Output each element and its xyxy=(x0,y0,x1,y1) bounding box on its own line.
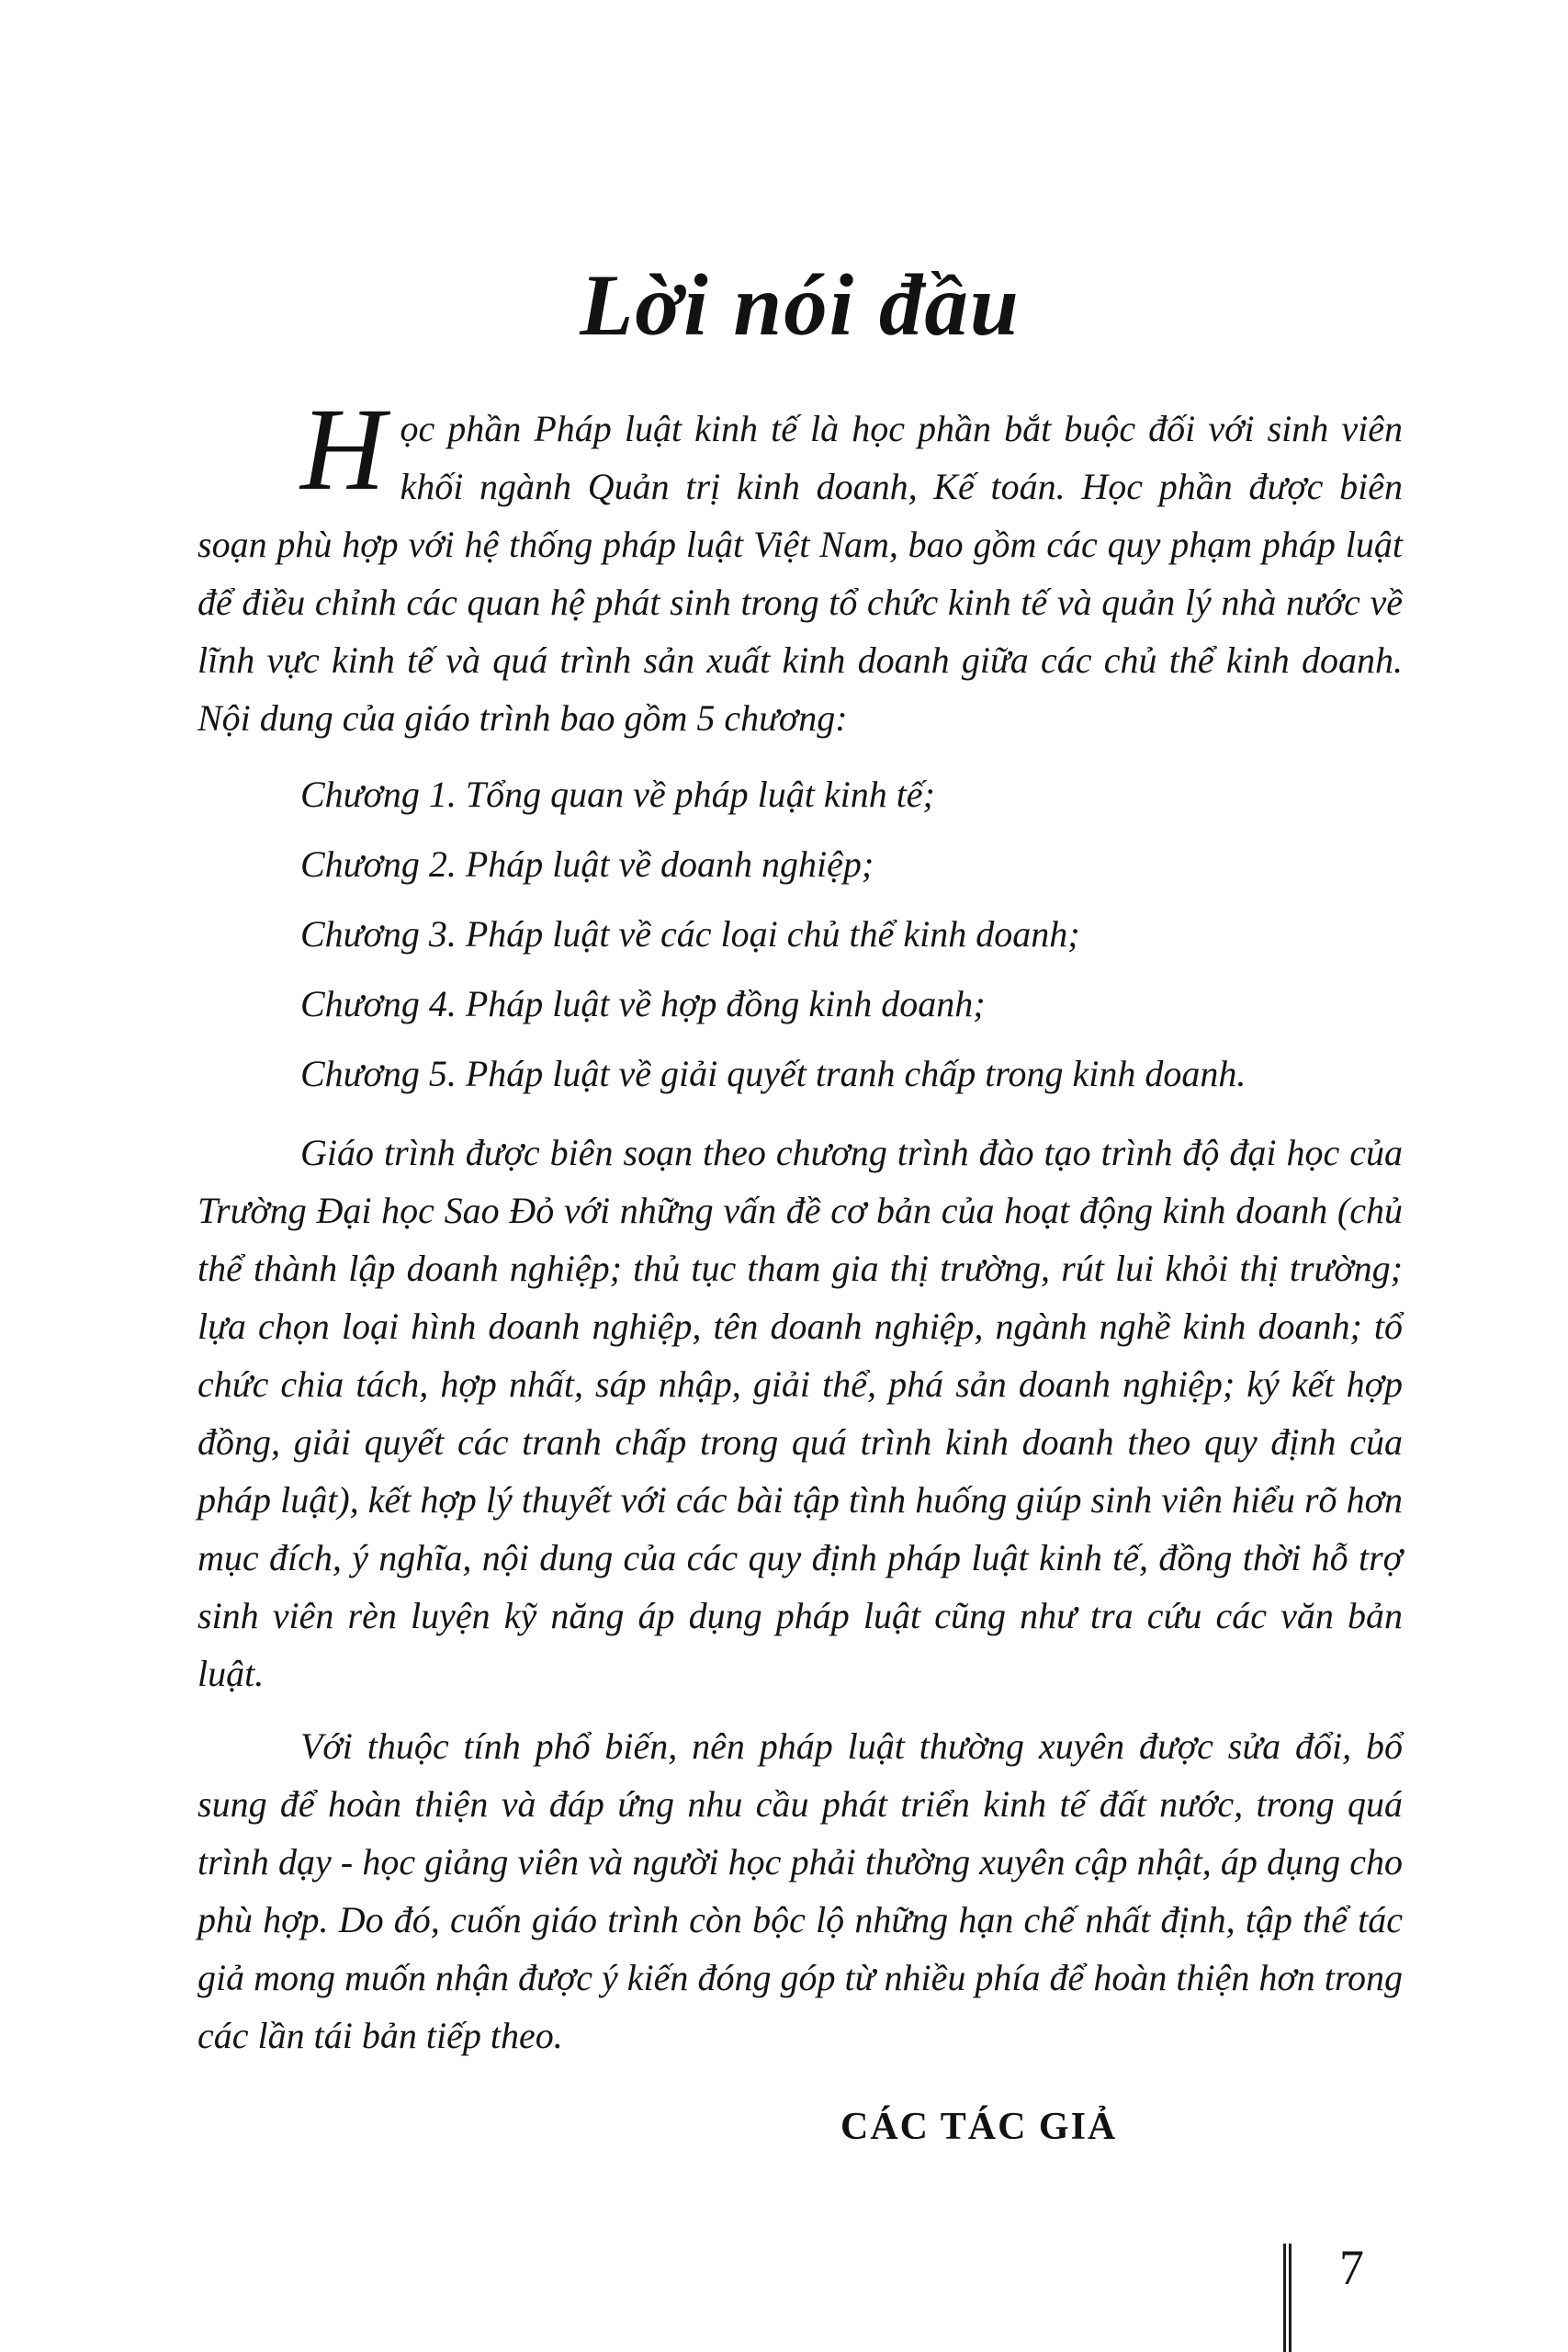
chapter-list xyxy=(197,760,1403,1109)
dropcap-letter: H xyxy=(300,383,386,514)
page-number: 7 xyxy=(1339,2240,1364,2295)
paragraph-intro-text: ọc phần Pháp luật kinh tế là học phần bắt buộc đối với sinh viên khối ngành Quản trị kinh doanh, Kế toán. Học phần được biên soạn phù hợp với hệ thống pháp luật Việt Nam, bao gồm các quy phạm pháp luật để điều chỉnh các quan hệ phát sinh trong tổ chức kinh tế và quản lý nhà nước về lĩnh vực kinh tế và quá trình sản xuất kinh doanh giữa các chủ thể kinh doanh. Nội dung của giáo trình bao gồm 5 chương: xyxy=(197,407,1403,739)
authors-signature: CÁC TÁC GIẢ xyxy=(840,2105,1118,2148)
page-content xyxy=(197,0,1403,2149)
chapter-item-1: Chương 1. Tổng quan về pháp luật kinh tế; xyxy=(300,773,935,815)
chapter-item-2: Chương 2. Pháp luật về doanh nghiệp; xyxy=(300,842,874,885)
chapter-item-3: Chương 3. Pháp luật về các loại chủ thể kinh doanh; xyxy=(300,912,1080,955)
page-title: Lời nói đầu xyxy=(580,256,1021,354)
paragraph-about: Giáo trình được biên soạn theo chương trình đào tạo trình độ đại học của Trường Đại học Sao Đỏ với những vấn đề cơ bản của hoạt động kinh doanh (chủ thể thành lập doanh nghiệp; thủ tục tham gia thị trường, rút lui khỏi thị trường; lựa chọn loại hình doanh nghiệp, tên doanh nghiệp, ngành nghề kinh doanh; tổ chức chia tách, hợp nhất, sáp nhập, giải thể, phá sản doanh nghiệp; ký kết hợp đồng, giải quyết các tranh chấp trong quá trình kinh doanh theo quy định của pháp luật), kết hợp lý thuyết với các bài tập tình huống giúp sinh viên hiểu rõ hơn mục đích, ý nghĩa, nội dung của các quy định pháp luật kinh tế, đồng thời hỗ trợ sinh viên rèn luyện kỹ năng áp dụng pháp luật cũng như tra cứu các văn bản luật. xyxy=(197,1131,1403,1694)
chapter-item-5: Chương 5. Pháp luật về giải quyết tranh chấp trong kinh doanh. xyxy=(300,1052,1247,1094)
paragraph-closing: Với thuộc tính phổ biến, nên pháp luật thường xuyên được sửa đổi, bổ sung để hoàn thiện và đáp ứng nhu cầu phát triển kinh tế đất nước, trong quá trình dạy - học giảng viên và người học phải thường xuyên cập nhật, áp dụng cho phù hợp. Do đó, cuốn giáo trình còn bộc lộ những hạn chế nhất định, tập thể tác giả mong muốn nhận được ý kiến đóng góp từ nhiều phía để hoàn thiện hơn trong các lần tái bản tiếp theo. xyxy=(197,1724,1403,2056)
chapter-item-4: Chương 4. Pháp luật về hợp đồng kinh doanh; xyxy=(300,982,986,1024)
paragraph-intro xyxy=(197,383,1403,747)
footer-rule xyxy=(1283,2244,1292,2352)
